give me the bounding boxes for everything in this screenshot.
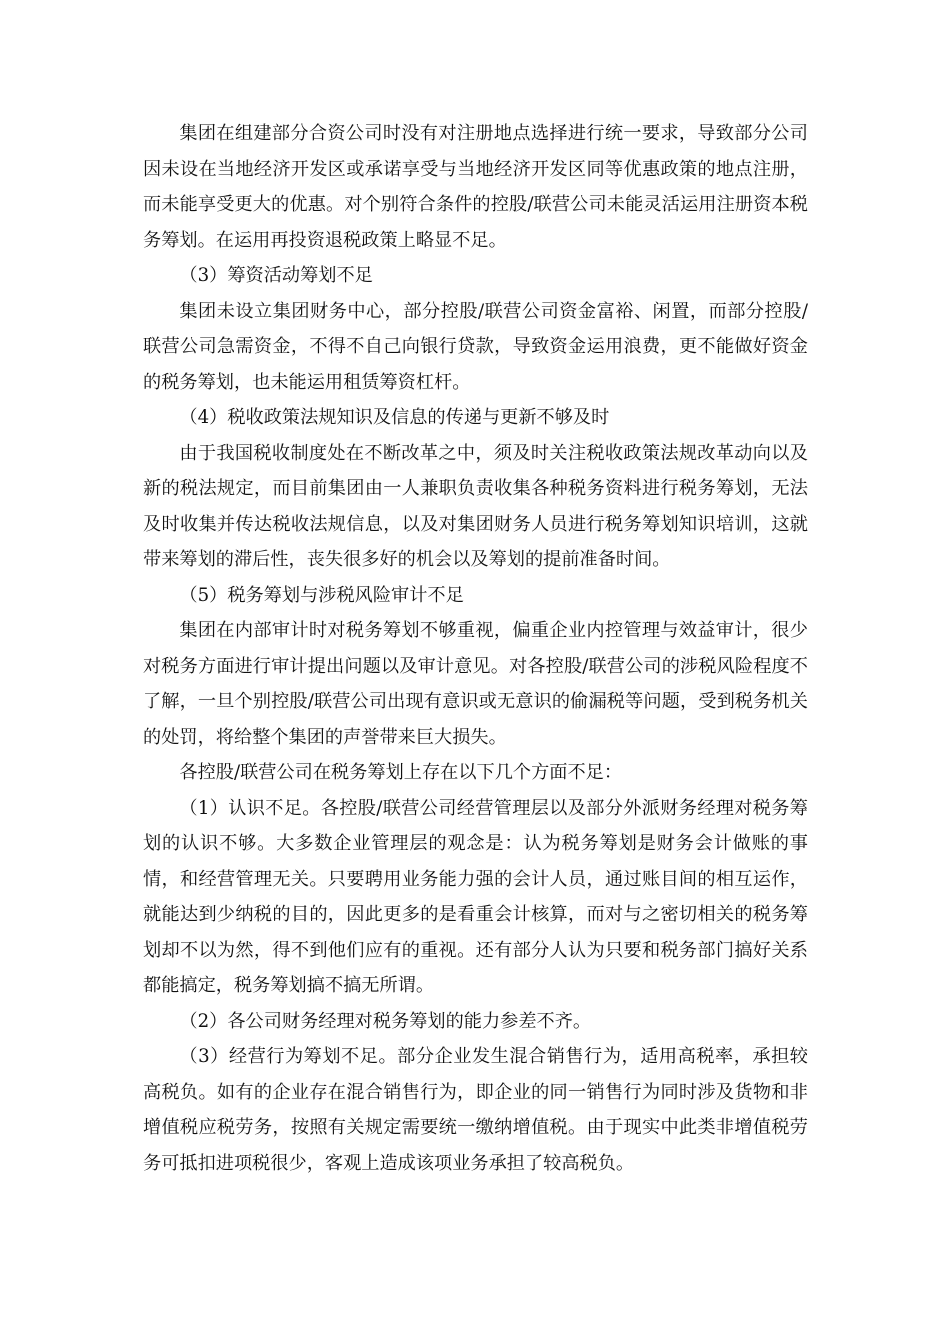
heading-financing: （3）筹资活动筹划不足 — [179, 265, 373, 286]
document-body — [143, 116, 808, 1181]
paragraph-audit: 集团在内部审计时对税务筹划不够重视，偏重企业内控管理与效益审计，很少对税务方面进行审计提出问题以及审计意见。对各控股/联营公司的涉税风险程度不了解，一旦个别控股/联营公司出现有意识或无意识的偷漏税等问题，受到税务机关的处罚，将给整个集团的声誉带来巨大损失。 — [143, 620, 808, 748]
paragraph-awareness: （1）认识不足。各控股/联营公司经营管理层以及部分外派财务经理对税务筹划的认识不够。大多数企业管理层的观念是：认为税务筹划是财务会计做账的事情，和经营管理无关。只要聘用业务能力强的会计人员，通过账目间的相互运作，就能达到少纳税的目的，因此更多的是看重会计核算，而对与之密切相关的税务筹划却不以为然，得不到他们应有的重视。还有部分人认为只要和税务部门搞好关系都能搞定，税务筹划搞不搞无所谓。 — [143, 797, 808, 996]
heading-tax-policy-info: （4）税收政策法规知识及信息的传递与更新不够及时 — [179, 407, 610, 428]
paragraph-operations: （3）经营行为筹划不足。部分企业发生混合销售行为，适用高税率，承担较高税负。如有的企业存在混合销售行为，即企业的同一销售行为同时涉及货物和非增值税应税劳务，按照有关规定需要统一缴纳增值税。由于现实中此类非增值税劳务可抵扣进项税很少，客观上造成该项业务承担了较高税负。 — [143, 1046, 808, 1174]
paragraph-financing: 集团未设立集团财务中心，部分控股/联营公司资金富裕、闲置，而部分控股/联营公司急需资金，不得不自己向银行贷款，导致资金运用浪费，更不能做好资金的税务筹划，也未能运用租赁筹资杠杆。 — [143, 300, 808, 393]
paragraph-subsidiaries-intro: 各控股/联营公司在税务筹划上存在以下几个方面不足： — [179, 762, 623, 783]
paragraph-capability: （2）各公司财务经理对税务筹划的能力参差不齐。 — [179, 1010, 592, 1032]
paragraph-registration: 集团在组建部分合资公司时没有对注册地点选择进行统一要求，导致部分公司因未设在当地经济开发区或承诺享受与当地经济开发区同等优惠政策的地点注册，而未能享受更大的优惠。对个别符合条件的控股/联营公司未能灵活运用注册资本税务筹划。在运用再投资退税政策上略显不足。 — [143, 123, 808, 251]
paragraph-tax-policy-info: 由于我国税收制度处在不断改革之中，须及时关注税收政策法规改革动向以及新的税法规定，而目前集团由一人兼职负责收集各种税务资料进行税务筹划，无法及时收集并传达税收法规信息，以及对集团财务人员进行税务筹划知识培训，这就带来筹划的滞后性，丧失很多好的机会以及筹划的提前准备时间。 — [143, 442, 808, 570]
heading-audit: （5）税务筹划与涉税风险审计不足 — [179, 584, 464, 606]
